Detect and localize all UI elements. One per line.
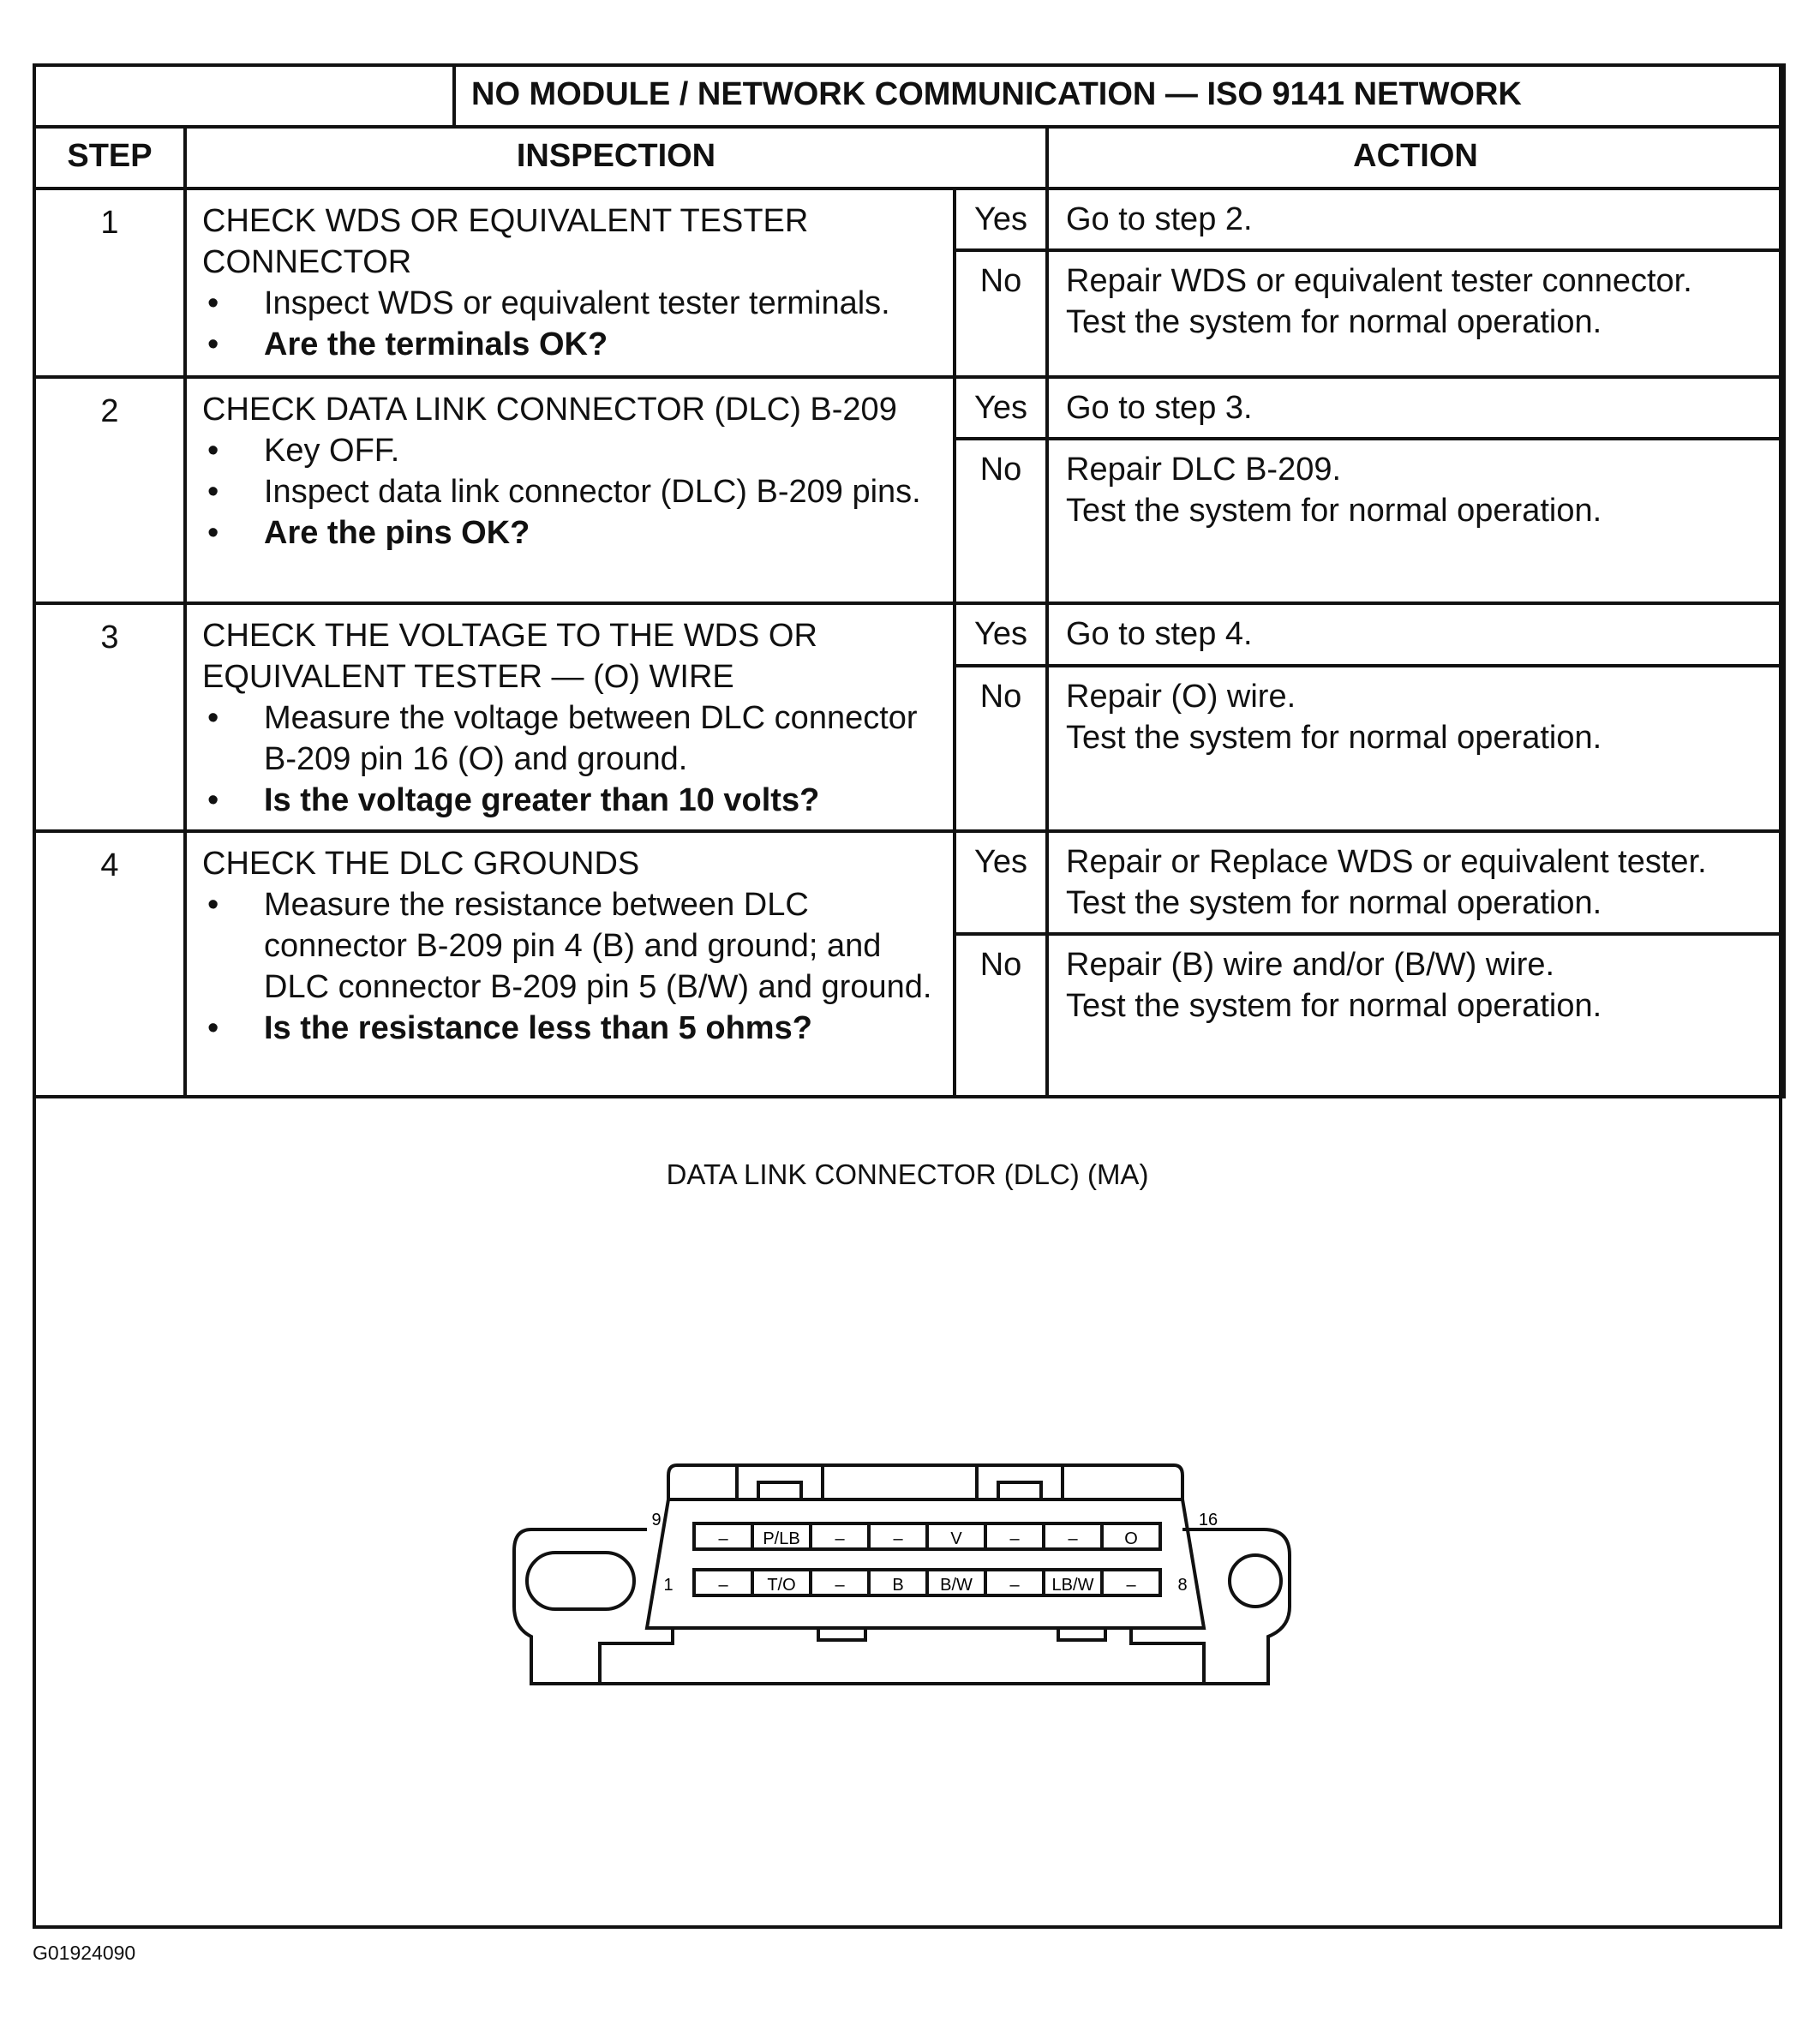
pin-cell <box>694 1523 752 1549</box>
pin-cell <box>927 1570 985 1595</box>
pin-cell <box>1044 1570 1102 1595</box>
yes-action <box>1047 831 1784 934</box>
bullet-text: Inspect data link connector (DLC) B-209 pins. <box>264 474 921 510</box>
step-number: 2 <box>34 377 185 603</box>
action-line: Test the system for normal operation. <box>1066 719 1602 756</box>
pin-cell <box>752 1523 811 1549</box>
step-row-yes <box>34 831 1784 934</box>
bullet-text: Is the voltage greater than 10 volts? <box>264 782 820 818</box>
inspection-bullet <box>202 884 944 1008</box>
bullet-icon: • <box>207 433 219 469</box>
step-number: 1 <box>34 189 185 377</box>
bullet-text: Measure the resistance between DLC connector B-209 pin 4 (B) and ground; and DLC connector B-209 pin 5 (B/W) and ground. <box>264 887 932 1005</box>
bullet-icon: • <box>207 887 219 923</box>
step-number: 3 <box>34 603 185 831</box>
pin-label: – <box>718 1576 728 1595</box>
step-row-yes <box>34 377 1784 439</box>
yes-action <box>1047 377 1784 439</box>
pin-label: B <box>892 1576 904 1595</box>
pin-label: – <box>1126 1576 1136 1595</box>
inspection-bullet <box>202 512 944 554</box>
no-label: No <box>955 250 1047 377</box>
step-number: 4 <box>34 831 185 1097</box>
pin-cell <box>869 1570 927 1595</box>
pin-label: – <box>1009 1576 1020 1595</box>
action-line: Test the system for normal operation. <box>1066 885 1602 921</box>
procedure-table <box>33 63 1786 1098</box>
inspection-heading: CHECK WDS OR EQUIVALENT TESTER CONNECTOR <box>202 203 809 280</box>
action-line: Go to step 2. <box>1066 201 1253 237</box>
action-line: Test the system for normal operation. <box>1066 988 1602 1024</box>
pin-label: LB/W <box>1051 1576 1094 1595</box>
step-row-yes <box>34 189 1784 250</box>
bullet-icon: • <box>207 326 219 362</box>
action-line: Repair DLC B-209. <box>1066 452 1342 488</box>
no-action <box>1047 250 1784 377</box>
figure-id: G01924090 <box>33 1942 136 1964</box>
pin-cell <box>1044 1523 1102 1549</box>
pin-label: – <box>718 1529 728 1548</box>
pin-label: – <box>1009 1529 1020 1548</box>
bullet-icon: • <box>207 515 219 551</box>
pin-number-bottom-right: 8 <box>1177 1576 1188 1595</box>
pin-cell <box>1102 1570 1160 1595</box>
no-action <box>1047 439 1784 603</box>
bullet-text: Measure the voltage between DLC connector B-209 pin 16 (O) and ground. <box>264 700 918 777</box>
step-row-yes <box>34 603 1784 666</box>
pin-cell <box>927 1523 985 1549</box>
pin-label: T/O <box>767 1576 796 1595</box>
inspection-heading: CHECK THE VOLTAGE TO THE WDS OR EQUIVALENT TESTER — (O) WIRE <box>202 618 817 695</box>
no-label: No <box>955 934 1047 1097</box>
pin-label: – <box>835 1576 845 1595</box>
pin-label: B/W <box>940 1576 973 1595</box>
connector-outline <box>514 1465 1290 1684</box>
action-line: Repair (B) wire and/or (B/W) wire. <box>1066 947 1555 983</box>
bullet-icon: • <box>207 285 219 321</box>
inspection-heading: CHECK DATA LINK CONNECTOR (DLC) B-209 <box>202 392 897 428</box>
header-step: STEP <box>34 127 185 189</box>
bullet-text: Are the terminals OK? <box>264 326 608 362</box>
pin-cell <box>985 1523 1044 1549</box>
inspection-cell <box>185 189 955 377</box>
pin-number-top-right: 16 <box>1198 1511 1218 1529</box>
inspection-cell <box>185 377 955 603</box>
pin-number-bottom-left: 1 <box>663 1576 674 1595</box>
yes-label: Yes <box>955 831 1047 934</box>
no-label: No <box>955 439 1047 603</box>
yes-label: Yes <box>955 377 1047 439</box>
pin-cell <box>752 1570 811 1595</box>
table-title: NO MODULE / NETWORK COMMUNICATION — ISO 9141 NETWORK <box>454 65 1784 127</box>
no-label: No <box>955 666 1047 831</box>
bullet-text: Inspect WDS or equivalent tester terminals. <box>264 285 890 321</box>
pin-label: – <box>893 1529 903 1548</box>
bullet-text: Is the resistance less than 5 ohms? <box>264 1010 812 1046</box>
inspection-bullet <box>202 324 944 365</box>
action-line: Repair or Replace WDS or equivalent tester. <box>1066 844 1707 880</box>
action-line: Go to step 3. <box>1066 390 1253 426</box>
pin-label: – <box>835 1529 845 1548</box>
action-line: Go to step 4. <box>1066 616 1253 652</box>
pin-label: O <box>1124 1529 1138 1548</box>
bullet-icon: • <box>207 782 219 818</box>
inspection-bullet <box>202 471 944 512</box>
header-inspection: INSPECTION <box>185 127 1047 189</box>
pin-cell <box>869 1523 927 1549</box>
inspection-cell <box>185 603 955 831</box>
inspection-bullet <box>202 780 944 821</box>
bullet-text: Are the pins OK? <box>264 515 530 551</box>
yes-action <box>1047 603 1784 666</box>
pin-cell <box>811 1523 869 1549</box>
bullet-icon: • <box>207 700 219 736</box>
bullet-icon: • <box>207 1010 219 1046</box>
inspection-heading: CHECK THE DLC GROUNDS <box>202 846 640 882</box>
yes-label: Yes <box>955 603 1047 666</box>
pin-cell <box>811 1570 869 1595</box>
yes-label: Yes <box>955 189 1047 250</box>
inspection-cell <box>185 831 955 1097</box>
pin-label: V <box>950 1529 962 1548</box>
pin-cell <box>694 1570 752 1595</box>
action-line: Repair WDS or equivalent tester connector. <box>1066 263 1692 299</box>
bullet-text: Key OFF. <box>264 433 400 469</box>
action-line: Test the system for normal operation. <box>1066 493 1602 529</box>
dlc-connector-diagram <box>506 1457 1302 1697</box>
pin-number-top-left: 9 <box>651 1511 662 1529</box>
figure-label: DATA LINK CONNECTOR (DLC) (MA) <box>666 1158 1149 1190</box>
pin-cell <box>1102 1523 1160 1549</box>
header-action: ACTION <box>1047 127 1784 189</box>
inspection-bullet <box>202 430 944 471</box>
yes-action <box>1047 189 1784 250</box>
no-action <box>1047 934 1784 1097</box>
action-line: Test the system for normal operation. <box>1066 304 1602 340</box>
inspection-bullet <box>202 1008 944 1049</box>
no-action <box>1047 666 1784 831</box>
action-line: Repair (O) wire. <box>1066 678 1296 715</box>
bullet-icon: • <box>207 474 219 510</box>
pin-label: – <box>1068 1529 1078 1548</box>
pin-cell <box>985 1570 1044 1595</box>
title-blank-cell <box>34 65 454 127</box>
inspection-bullet <box>202 697 944 780</box>
pin-label: P/LB <box>763 1529 800 1548</box>
inspection-bullet <box>202 283 944 324</box>
